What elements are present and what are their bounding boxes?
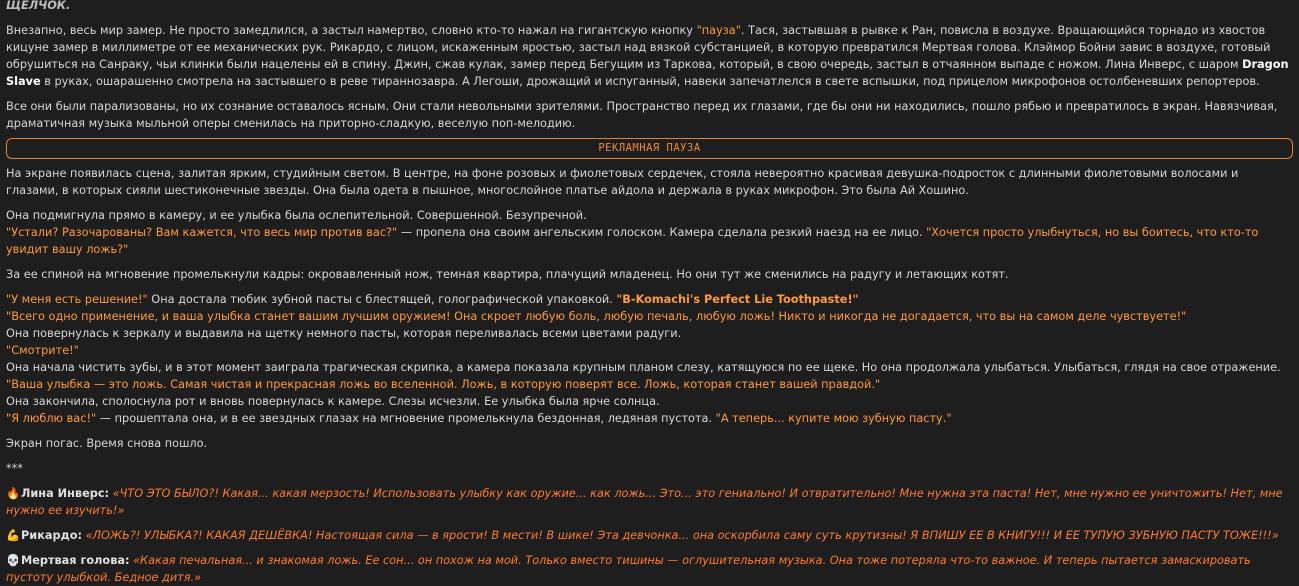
- paragraph-freeze: [6, 22, 1293, 90]
- character-name: Мертвая голова:: [21, 554, 130, 567]
- quote: "Хочется просто улыбнуться, но вы боитесь, что кто-то увидит вашу ложь?": [6, 226, 1259, 256]
- quote-product-name: "B-Komachi's Perfect Lie Toothpaste!": [616, 293, 859, 306]
- text: Она повернулась к зеркалу и выдавила на щетку немного пасты, которая переливалась всеми цветами радуги.: [6, 327, 682, 340]
- text: — прошептала она, и в ее звездных глазах на мгновение промелькнула бездонная, ледяная пустота.: [96, 412, 716, 425]
- character-name: Лина Инверс:: [21, 487, 110, 500]
- quote: "Я люблю вас!": [6, 412, 97, 425]
- separator: ***: [6, 462, 23, 475]
- text: Внезапно, весь мир замер. Не просто замедлился, а застыл намертво, словно кто-то нажал на гигантскую кнопку: [6, 24, 697, 37]
- quote: "У меня есть решение!": [6, 293, 148, 306]
- character-speech: «ЧТО ЭТО БЫЛО?! Какая... какая мерзость! Использовать улыбку как оружие... как ложь... Это... это гениально! И отвратительно! Мне нужна эта паста! Нет, мне нужно ее уничтожить! Нет, мне нужно ее изучить!»: [6, 487, 1283, 517]
- quote: "Смотрите!": [6, 344, 79, 357]
- fire-icon: 🔥: [6, 487, 21, 500]
- paragraph-flashback: За ее спиной на мгновение промелькнули кадры: окровавленный нож, темная квартира, плачущий младенец. Но они тут же сменились на радугу и летающих котят.: [6, 268, 1009, 281]
- character-name: Рикардо:: [21, 529, 82, 542]
- skull-icon: 💀: [6, 554, 21, 567]
- text: Она достала тюбик зубной пасты с блестящей, голографической упаковкой.: [147, 293, 617, 306]
- paragraph-wink: [6, 207, 1293, 258]
- quote: "Устали? Разочарованы? Вам кажется, что весь мир против вас?": [6, 226, 398, 239]
- reaction-lina: [6, 485, 1293, 519]
- flexed-biceps-icon: 💪: [6, 529, 21, 542]
- text: Она подмигнула прямо в камеру, и ее улыбка была ослепительной. Совершенной. Безупречной.: [6, 209, 587, 222]
- quote: "Всего одно применение, и ваша улыбка станет вашим лучшим оружием! Она скроет любую боль, любую печаль, любую ложь! Никто и никогда не догадается, что вы на самом деле чувствуете!": [6, 310, 1187, 323]
- text: Она закончила, сполоснула рот и вновь повернулась к камере. Слезы исчезли. Ее улыбка была ярче солнца.: [6, 395, 660, 408]
- chapter-title: ЩЕЛЧОК.: [6, 0, 71, 12]
- quote: "Ваша улыбка — это ложь. Самая чистая и прекрасная ложь во вселенной. Ложь, в которую поверят все. Ложь, которая станет вашей правдой.": [6, 378, 881, 391]
- text: — пропела она своим ангельским голоском. Камера сделала резкий наезд на ее лицо.: [397, 226, 927, 239]
- character-speech: «Какая печальная... и знакомая ложь. Ее сон... он похож на мой. Только вместо тишины — оглушительная музыка. Она тоже потеряла что-то важное. И теперь пытается замаскировать пустоту улыбкой. Бедное дитя.»: [6, 554, 1251, 584]
- quote: "А теперь... купите мою зубную пасту.": [715, 412, 952, 425]
- text: Она начала чистить зубы, и в этот момент заиграла трагическая скрипка, а камера показала крупным планом слезу, катящуюся по ее щеке. Но она продолжала улыбаться. Улыбаться, глядя на свое отражение.: [6, 361, 1281, 374]
- reaction-dead-head: [6, 552, 1293, 586]
- paragraph-scene: На экране появилась сцена, залитая ярким, студийным светом. В центре, на фоне розовых и фиолетовых сердечек, стояла невероятно красивая девушка-подросток с длинными фиолетовыми волосами и глазами, в которых сияли шестиконечные звезды. Она была одета в пышное, многослойное платье айдола и держала в руках микрофон. Это была Ай Хошино.: [6, 167, 1239, 197]
- character-speech: «ЛОЖЬ?! УЛЫБКА?! КАКАЯ ДЕШЁВКА! Настоящая сила — в ярости! В мести! В шике! Эта девчонка... она оскорбила саму суть крутизны! Я ВПИШУ ЕЕ В КНИГУ!!! И ЕЕ ТУПУЮ ЗУБНУЮ ПАСТУ ТОЖЕ!!!»: [85, 529, 1279, 542]
- paragraph-screen-off: Экран погас. Время снова пошло.: [6, 437, 208, 450]
- bold-dragon-slave: Dragon Slave: [6, 58, 1289, 88]
- quote-pause: "пауза": [696, 24, 741, 37]
- text: . Тася, застывшая в рывке к Ран, повисла в воздухе. Вращающийся торнадо из хвостов кицуне замер в миллиметре от ее механических рук. Рикардо, с лицом, искаженным яростью, застыл над вязкой субстанцией, в которую превратился Мертвая голова. Клэймор Бойни завис в воздухе, готовый обрушиться на Санраку, чьи клинки были нацелены ей в спину. Джин, сжав кулак, замер перед Бегущим из Таркова, который, в свою очередь, застыл в отчаянном выпаде с ножом. Лина Инверс, с шаром: [6, 24, 1271, 71]
- reaction-ricardo: [6, 527, 1293, 544]
- text: в руках, ошарашенно смотрела на застывшего в реве тираннозавра. А Легоши, дрожащий и испуганный, навеки запечатлелся в свете вспышки, под прицелом микрофонов остолбеневших репортеров.: [40, 75, 1260, 88]
- ad-break-banner: РЕКЛАМНАЯ ПАУЗА: [6, 138, 1293, 159]
- paragraph-commercial: [6, 291, 1293, 427]
- paragraph-paralyzed: Все они были парализованы, но их сознание оставалось ясным. Они стали невольными зрителями. Пространство перед их глазами, где бы они ни находились, пошло рябью и превратилось в экран. Навязчивая, драматичная музыка мыльной оперы сменилась на приторно-сладкую, веселую поп-мелодию.: [6, 100, 1278, 130]
